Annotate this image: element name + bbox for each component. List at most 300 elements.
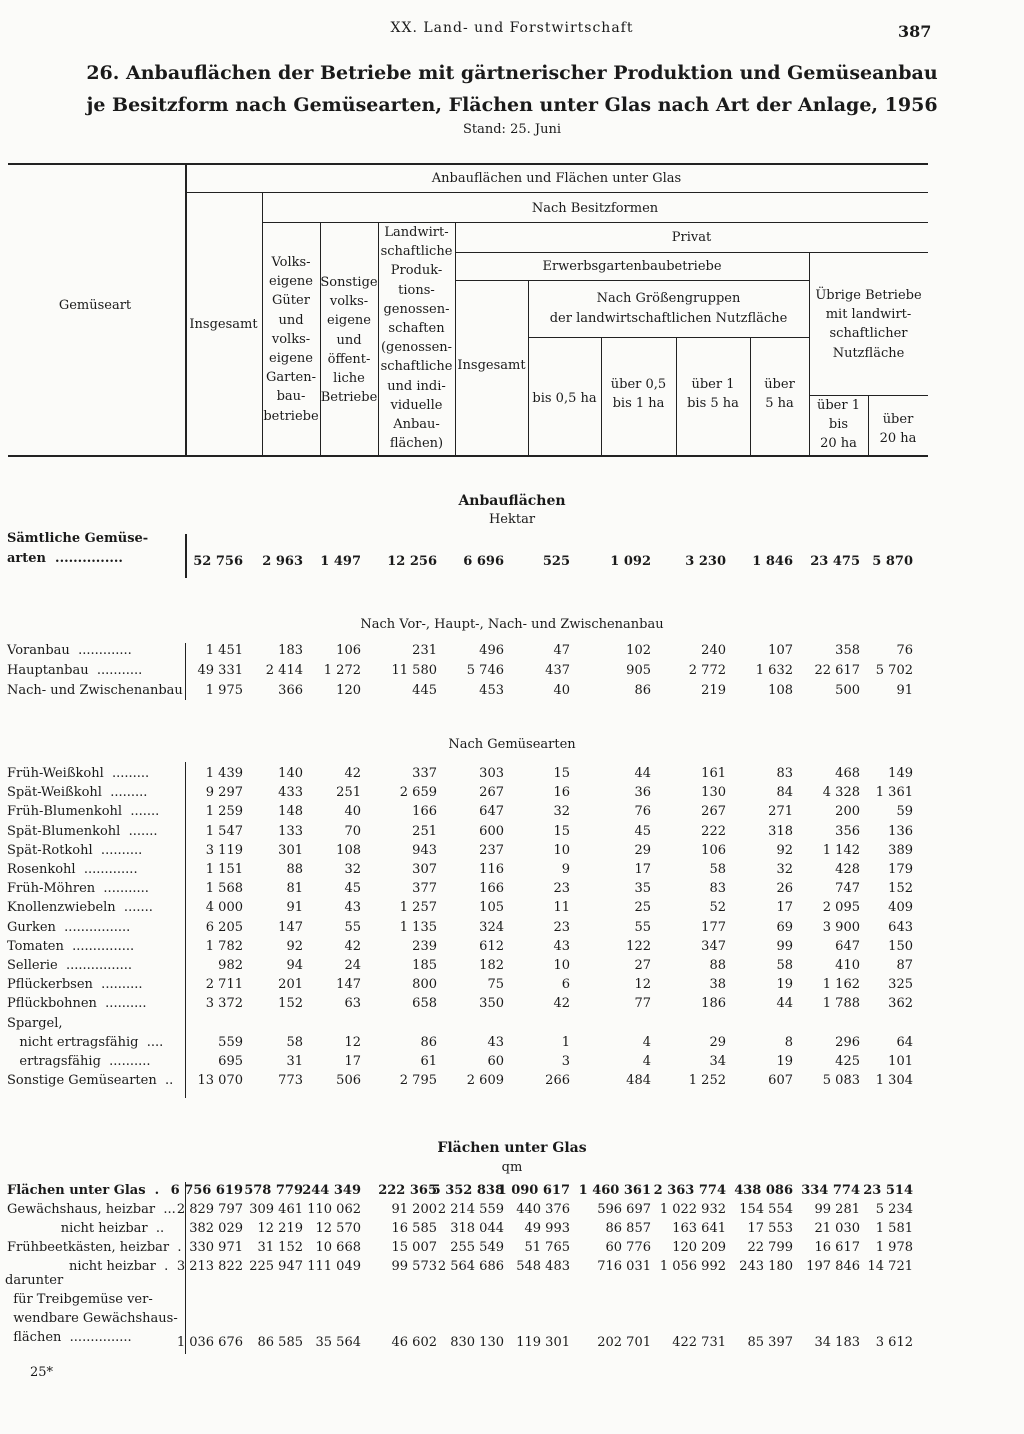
cell-col-9: 271 [768, 804, 793, 820]
cell-col-1: 13 070 [197, 1073, 243, 1089]
cell-col-4: 15 007 [391, 1240, 437, 1255]
cell-col-5: 75 [487, 977, 504, 993]
cell-col-1: 1 568 [205, 881, 243, 897]
row-label: Flächen unter Glas . [7, 1183, 160, 1198]
cell-col-11: 149 [888, 766, 913, 781]
cell-col-6: 1 090 617 [497, 1183, 570, 1198]
cell-col-10: 200 [835, 804, 860, 820]
cell-col-1: 1 975 [205, 683, 243, 698]
header-insgesamt: Insgesamt [189, 317, 258, 332]
cell-col-2: 301 [278, 842, 303, 858]
cell-col-8: 3 230 [685, 554, 726, 569]
cell-col-2: 92 [286, 938, 303, 954]
cell-col-4: 943 [412, 842, 437, 858]
cell-col-3: 106 [336, 643, 361, 658]
cell-col-6: 437 [545, 663, 570, 678]
cell-col-6: 42 [553, 996, 570, 1012]
cell-col-11: 64 [896, 1034, 913, 1050]
cell-col-8: 106 [701, 842, 726, 858]
cell-col-4: 337 [412, 766, 437, 781]
cell-col-2: 81 [286, 881, 303, 897]
cell-col-8: 177 [701, 919, 726, 935]
cell-col-9: 108 [768, 683, 793, 698]
cell-col-2: 2 414 [265, 663, 303, 678]
header-ueber-20: über 20 ha [879, 412, 917, 447]
row-label: Sellerie ................ [7, 958, 133, 973]
section-vor-haupt: Nach Vor-, Haupt-, Nach- und Zwischenanbau [360, 617, 664, 632]
cell-col-3: 35 564 [315, 1335, 361, 1350]
cell-col-11: 23 514 [863, 1183, 913, 1198]
cell-col-3: 12 [344, 1034, 361, 1050]
cell-col-8: 38 [709, 977, 726, 993]
cell-col-9: 19 [776, 977, 793, 993]
cell-col-7: 60 776 [605, 1240, 651, 1255]
cell-col-7: 55 [634, 919, 651, 935]
header-lpg: Landwirt- schaftliche Produk- tions- genossen- schaften (genossen- schaftliche und indi- viduelle Anbau- flächen) [380, 225, 453, 452]
cell-col-1: 559 [218, 1034, 243, 1050]
cell-col-2: 2 963 [262, 554, 303, 569]
cell-col-11: 643 [888, 919, 913, 935]
cell-col-4: 1 135 [399, 919, 437, 935]
cell-col-4: 46 602 [391, 1335, 437, 1350]
row-label: Pflückerbsen .......... [7, 977, 143, 993]
cell-col-7: 77 [634, 996, 651, 1012]
cell-col-9: 17 553 [747, 1221, 793, 1236]
header-stub-divider [185, 163, 187, 455]
row-label: nicht heizbar . [7, 1259, 169, 1274]
cell-col-4: 86 [420, 1034, 437, 1050]
cell-col-2: 366 [278, 683, 303, 698]
cell-col-3: 506 [336, 1073, 361, 1089]
cell-col-1: 3 119 [205, 842, 243, 858]
cell-col-8: 1 022 932 [659, 1202, 726, 1217]
cell-col-3: 32 [344, 862, 361, 877]
cell-col-3: 1 272 [323, 663, 361, 678]
cell-col-4: 251 [412, 823, 437, 839]
cell-col-8: 120 209 [672, 1240, 726, 1255]
table-title-line-1: 26. Anbauflächen der Betriebe mit gärtnerischer Produktion und Gemüseanbau [86, 62, 938, 84]
cell-col-7: 122 [626, 938, 651, 954]
cell-col-10: 5 083 [822, 1073, 860, 1089]
cell-col-6: 16 [553, 785, 570, 801]
cell-col-6: 1 [561, 1034, 570, 1050]
cell-col-11: 87 [896, 958, 913, 973]
cell-col-1: 9 297 [205, 785, 243, 801]
cell-col-8: 347 [701, 938, 726, 954]
cell-col-11: 5 702 [875, 663, 913, 678]
cell-col-1: 1 036 676 [176, 1335, 243, 1350]
cell-col-9: 318 [768, 823, 793, 839]
cell-col-7: 35 [634, 881, 651, 897]
cell-col-9: 8 [784, 1034, 793, 1050]
cell-col-8: 1 056 992 [659, 1259, 726, 1274]
row-label: Spät-Weißkohl ......... [7, 785, 148, 801]
cell-col-2: 309 461 [249, 1202, 303, 1217]
cell-col-2: 12 219 [257, 1221, 303, 1236]
cell-col-11: 150 [888, 938, 913, 954]
cell-col-7: 4 [642, 1034, 651, 1050]
cell-col-2: 140 [278, 766, 303, 781]
cell-col-11: 3 612 [875, 1335, 913, 1350]
cell-col-2: 148 [278, 804, 303, 820]
cell-col-8: 2 772 [688, 663, 726, 678]
row-label: Frühbeetkästen, heizbar . [7, 1240, 182, 1255]
cell-col-7: 716 031 [597, 1259, 651, 1274]
cell-col-3: 251 [336, 785, 361, 801]
cell-col-11: 5 234 [875, 1202, 913, 1217]
cell-col-5: 6 696 [463, 554, 504, 569]
cell-col-1: 3 372 [205, 996, 243, 1012]
cell-col-7: 1 092 [610, 554, 651, 569]
row-label: Früh-Weißkohl ......... [7, 766, 150, 781]
cell-col-7: 86 857 [605, 1221, 651, 1236]
cell-col-3: 147 [336, 977, 361, 993]
cell-col-9: 26 [776, 881, 793, 897]
cell-col-2: 201 [278, 977, 303, 993]
row-label: für Treibgemüse ver- [5, 1292, 153, 1307]
cell-col-5: 60 [487, 1054, 504, 1069]
cell-col-10: 747 [835, 881, 860, 897]
cell-col-6: 119 301 [516, 1335, 570, 1350]
cell-col-7: 36 [634, 785, 651, 801]
section-gemuesearten: Nach Gemüsearten [448, 737, 576, 752]
cell-col-1: 382 029 [189, 1221, 243, 1236]
cell-col-2: 88 [286, 862, 303, 877]
cell-col-1: 3 213 822 [176, 1259, 243, 1274]
header-rule-besitz [185, 192, 928, 193]
cell-col-3: 17 [344, 1054, 361, 1069]
header-bottom-rule [8, 455, 928, 457]
cell-col-9: 17 [776, 900, 793, 916]
cell-col-9: 85 397 [747, 1335, 793, 1350]
cell-col-11: 76 [896, 643, 913, 658]
row-label: nicht ertragsfähig .... [7, 1034, 164, 1050]
header-uebrige: Übrige Betriebe mit landwirt- schaftlicher Nutzfläche [815, 288, 922, 361]
cell-col-4: 2 659 [399, 785, 437, 801]
cell-col-4: 12 256 [387, 554, 437, 569]
cell-col-6: 440 376 [516, 1202, 570, 1217]
cell-col-6: 40 [553, 683, 570, 698]
cell-col-4: 91 200 [391, 1202, 437, 1217]
cell-col-4: 307 [412, 862, 437, 877]
cell-col-2: 183 [278, 643, 303, 658]
cell-col-8: 52 [709, 900, 726, 916]
row-label: arten ............... [7, 551, 123, 566]
cell-col-9: 1 632 [755, 663, 793, 678]
header-ueber-1-bis-20: über 1 bis 20 ha [816, 398, 860, 452]
cell-col-7: 44 [634, 766, 651, 781]
cell-col-9: 1 846 [752, 554, 793, 569]
unit-qm: qm [501, 1160, 523, 1175]
cell-col-10: 1 162 [822, 977, 860, 993]
cell-col-11: 1 304 [875, 1073, 913, 1089]
cell-col-9: 84 [776, 785, 793, 801]
header-top: Anbauflächen und Flächen unter Glas [431, 171, 682, 186]
row-label: Spargel, [7, 1015, 63, 1031]
cell-col-5: 43 [487, 1034, 504, 1050]
row-label: Spät-Rotkohl .......... [7, 842, 143, 858]
cell-col-6: 10 [553, 842, 570, 858]
cell-col-3: 40 [344, 804, 361, 820]
cell-col-9: 92 [776, 842, 793, 858]
cell-col-7: 45 [634, 823, 651, 839]
row-label: flächen ............... [5, 1330, 132, 1345]
cell-col-10: 1 142 [822, 842, 860, 858]
cell-col-11: 91 [896, 683, 913, 698]
cell-col-5: 647 [479, 804, 504, 820]
cell-col-11: 152 [888, 881, 913, 897]
cell-col-6: 3 [561, 1054, 570, 1069]
row-label: Voranbau ............. [7, 643, 132, 658]
cell-col-10: 4 328 [822, 785, 860, 801]
cell-col-5: 612 [479, 938, 504, 954]
cell-col-6: 32 [553, 804, 570, 820]
cell-col-1: 49 331 [197, 663, 243, 678]
cell-col-4: 239 [412, 938, 437, 954]
cell-col-6: 23 [553, 881, 570, 897]
cell-col-11: 5 870 [872, 554, 913, 569]
cell-col-9: 107 [768, 643, 793, 658]
cell-col-3: 111 049 [307, 1259, 361, 1274]
cell-col-9: 438 086 [734, 1183, 793, 1198]
cell-col-2: 225 947 [249, 1259, 303, 1274]
cell-col-5: 2 214 559 [437, 1202, 504, 1217]
cell-col-4: 61 [420, 1054, 437, 1069]
row-label: Hauptanbau ........... [7, 663, 143, 678]
cell-col-3: 42 [344, 938, 361, 954]
cell-col-9: 22 799 [747, 1240, 793, 1255]
row-label: Nach- und Zwischenanbau [7, 683, 183, 698]
cell-col-3: 42 [344, 766, 361, 781]
cell-col-7: 25 [634, 900, 651, 916]
cell-col-9: 32 [776, 862, 793, 877]
cell-col-11: 389 [888, 842, 913, 858]
cell-col-4: 166 [412, 804, 437, 820]
cell-col-4: 800 [412, 977, 437, 993]
header-rule-privat [455, 252, 928, 253]
cell-col-2: 433 [278, 785, 303, 801]
cell-col-9: 83 [776, 766, 793, 781]
cell-col-11: 1 978 [875, 1240, 913, 1255]
cell-col-10: 356 [835, 823, 860, 839]
cell-col-3: 108 [336, 842, 361, 858]
cell-col-7: 484 [626, 1073, 651, 1089]
cell-col-1: 6 205 [205, 919, 243, 935]
cell-col-5: 182 [479, 958, 504, 973]
row-label: Sonstige Gemüsearten .. [7, 1073, 174, 1089]
cell-col-11: 409 [888, 900, 913, 916]
cell-col-4: 185 [412, 958, 437, 973]
cell-col-3: 70 [344, 823, 361, 839]
cell-col-5: 496 [479, 643, 504, 658]
cell-col-10: 23 475 [810, 554, 860, 569]
cell-col-10: 425 [835, 1054, 860, 1069]
cell-col-9: 44 [776, 996, 793, 1012]
cell-col-3: 55 [344, 919, 361, 935]
cell-col-10: 358 [835, 643, 860, 658]
row-label: wendbare Gewächshaus- [5, 1311, 178, 1326]
cell-col-10: 99 281 [814, 1202, 860, 1217]
cell-col-2: 91 [286, 900, 303, 916]
cell-col-3: 10 668 [315, 1240, 361, 1255]
cell-col-6: 6 [561, 977, 570, 993]
page-signature: 25* [30, 1365, 54, 1380]
cell-col-3: 43 [344, 900, 361, 916]
cell-col-8: 240 [701, 643, 726, 658]
cell-col-3: 1 497 [320, 554, 361, 569]
header-rule-subcols [262, 222, 928, 223]
cell-col-3: 110 062 [307, 1202, 361, 1217]
cell-col-9: 243 180 [739, 1259, 793, 1274]
cell-col-5: 105 [479, 900, 504, 916]
cell-col-1: 4 000 [205, 900, 243, 916]
header-rule-erwerb [455, 280, 809, 281]
cell-col-11: 14 721 [867, 1259, 913, 1274]
cell-col-11: 59 [896, 804, 913, 820]
cell-col-7: 17 [634, 862, 651, 877]
cell-col-6: 11 [553, 900, 570, 916]
cell-col-5: 600 [479, 823, 504, 839]
unit-hektar: Hektar [488, 512, 536, 527]
cell-col-7: 102 [626, 643, 651, 658]
running-head: XX. Land- und Forstwirtschaft [390, 20, 634, 36]
cell-col-2: 31 [286, 1054, 303, 1069]
cell-col-5: 237 [479, 842, 504, 858]
cell-col-5: 324 [479, 919, 504, 935]
cell-col-2: 133 [278, 823, 303, 839]
cell-col-1: 1 451 [205, 643, 243, 658]
cell-col-10: 197 846 [806, 1259, 860, 1274]
cell-col-9: 154 554 [739, 1202, 793, 1217]
cell-col-10: 500 [835, 683, 860, 698]
row-label: Sämtliche Gemüse- [7, 531, 149, 546]
row-label: Früh-Blumenkohl ....... [7, 804, 160, 820]
cell-col-7: 1 460 361 [578, 1183, 651, 1198]
cell-col-5: 166 [479, 881, 504, 897]
cell-col-1: 6 756 619 [170, 1183, 243, 1198]
row-label: Gewächshaus, heizbar ... [7, 1202, 176, 1217]
cell-col-8: 186 [701, 996, 726, 1012]
cell-col-5: 5 352 838 [431, 1183, 504, 1198]
cell-col-9: 99 [776, 938, 793, 954]
cell-col-10: 468 [835, 766, 860, 781]
cell-col-5: 2 609 [466, 1073, 504, 1089]
cell-col-6: 548 483 [516, 1259, 570, 1274]
cell-col-2: 86 585 [257, 1335, 303, 1350]
cell-col-7: 596 697 [597, 1202, 651, 1217]
cell-col-11: 1 361 [875, 785, 913, 801]
cell-col-2: 31 152 [257, 1240, 303, 1255]
row-label: ertragsfähig .......... [7, 1054, 151, 1069]
cell-col-1: 2 711 [205, 977, 243, 993]
cell-col-6: 47 [553, 643, 570, 658]
cell-col-7: 4 [642, 1054, 651, 1069]
cell-col-10: 22 617 [814, 663, 860, 678]
cell-col-2: 94 [286, 958, 303, 973]
section-anbauflaechen: Anbauflächen [458, 493, 566, 509]
header-groessen-1: Nach Größengruppen [596, 291, 741, 306]
header-besitzformen: Nach Besitzformen [531, 201, 659, 216]
cell-col-1: 52 756 [193, 554, 243, 569]
cell-col-11: 101 [888, 1054, 913, 1069]
cell-col-7: 29 [634, 842, 651, 858]
cell-col-8: 29 [709, 1034, 726, 1050]
cell-col-4: 231 [412, 643, 437, 658]
cell-col-11: 325 [888, 977, 913, 993]
cell-col-7: 27 [634, 958, 651, 973]
cell-col-1: 982 [218, 958, 243, 973]
cell-col-8: 2 363 774 [653, 1183, 726, 1198]
header-top-rule [8, 163, 928, 165]
cell-col-5: 2 564 686 [437, 1259, 504, 1274]
header-ueber-1: über 1 bis 5 ha [687, 377, 739, 412]
cell-col-8: 267 [701, 804, 726, 820]
section-glas: Flächen unter Glas [437, 1140, 587, 1156]
row-label: Spät-Blumenkohl ....... [7, 823, 158, 839]
cell-col-5: 453 [479, 683, 504, 698]
cell-col-6: 10 [553, 958, 570, 973]
cell-col-8: 1 252 [688, 1073, 726, 1089]
cell-col-7: 202 701 [597, 1335, 651, 1350]
cell-col-11: 136 [888, 823, 913, 839]
cell-col-6: 51 765 [524, 1240, 570, 1255]
page-number: 387 [898, 22, 932, 41]
header-groessen-2: der landwirtschaftlichen Nutzfläche [549, 311, 788, 326]
cell-col-4: 16 585 [391, 1221, 437, 1236]
header-insgesamt-erwerb: Insgesamt [457, 358, 526, 373]
cell-col-4: 1 257 [399, 900, 437, 916]
cell-col-10: 21 030 [814, 1221, 860, 1236]
cell-col-1: 2 829 797 [176, 1202, 243, 1217]
header-ueber-5: über 5 ha [764, 377, 795, 412]
cell-col-5: 830 130 [450, 1335, 504, 1350]
cell-col-3: 63 [344, 996, 361, 1012]
cell-col-6: 525 [542, 554, 570, 569]
cell-col-1: 695 [218, 1054, 243, 1069]
cell-col-1: 1 259 [205, 804, 243, 820]
cell-col-1: 330 971 [189, 1240, 243, 1255]
cell-col-3: 45 [344, 881, 361, 897]
row-label: nicht heizbar .. [7, 1221, 165, 1236]
cell-col-10: 34 183 [814, 1335, 860, 1350]
cell-col-5: 318 044 [450, 1221, 504, 1236]
cell-col-7: 905 [626, 663, 651, 678]
cell-col-4: 377 [412, 881, 437, 897]
cell-col-10: 647 [835, 938, 860, 954]
cell-col-11: 1 581 [875, 1221, 913, 1236]
cell-col-10: 410 [835, 958, 860, 973]
row-label: Rosenkohl ............. [7, 862, 138, 877]
cell-col-6: 15 [553, 823, 570, 839]
row-label: Tomaten ............... [7, 938, 135, 954]
cell-col-11: 179 [888, 862, 913, 877]
cell-col-4: 2 795 [399, 1073, 437, 1089]
cell-col-2: 578 779 [244, 1183, 303, 1198]
cell-col-9: 607 [768, 1073, 793, 1089]
cell-col-9: 58 [776, 958, 793, 973]
cell-col-5: 350 [479, 996, 504, 1012]
cell-col-3: 120 [336, 683, 361, 698]
cell-col-6: 266 [545, 1073, 570, 1089]
header-privat: Privat [671, 230, 712, 245]
cell-col-4: 99 573 [391, 1259, 437, 1274]
cell-col-8: 58 [709, 862, 726, 877]
cell-col-3: 12 570 [315, 1221, 361, 1236]
cell-col-4: 11 580 [391, 663, 437, 678]
cell-col-2: 152 [278, 996, 303, 1012]
cell-col-8: 161 [701, 766, 726, 781]
cell-col-1: 1 151 [205, 862, 243, 877]
